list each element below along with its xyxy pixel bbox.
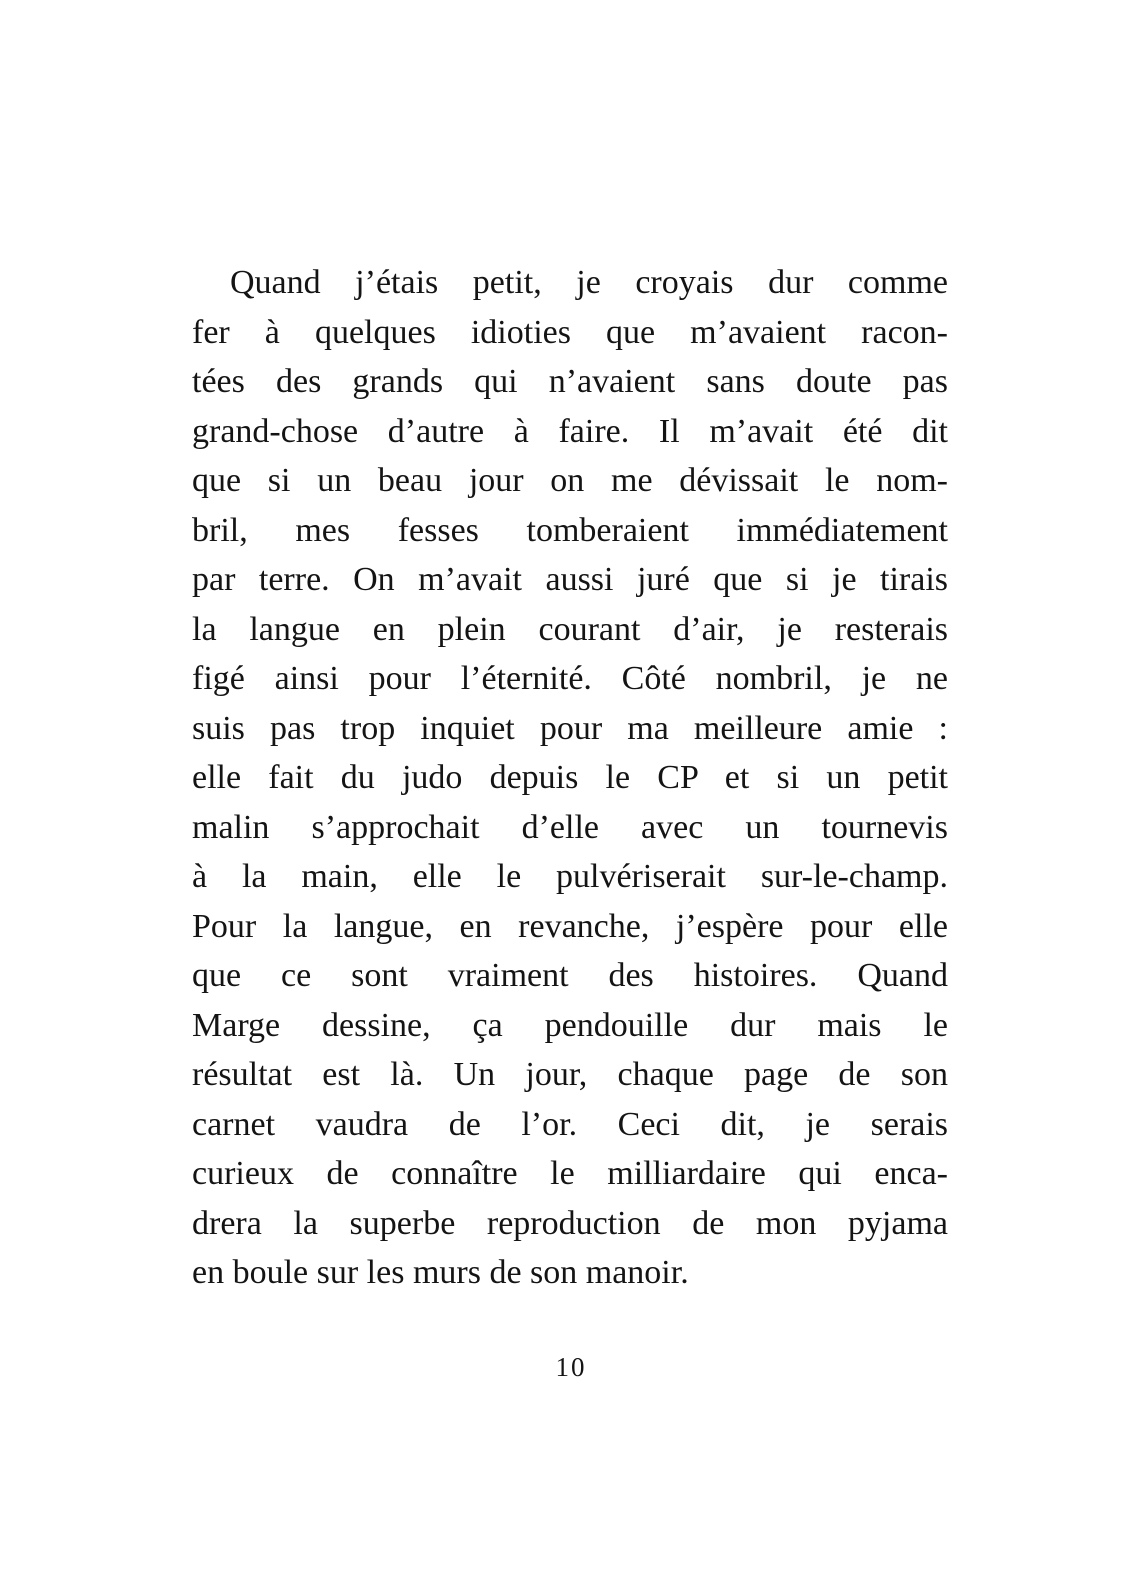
paragraph-line: Pour la langue, en revanche, j’espère pour elle [192, 907, 948, 945]
paragraph-line: que ce sont vraiment des histoires. Quand [192, 957, 948, 994]
paragraph-line: curieux de connaître le milliardaire qui enca- [192, 1155, 948, 1192]
paragraph-line: par terre. On m’avait aussi juré que si je tirais [192, 561, 948, 598]
paragraph [192, 258, 948, 1298]
paragraph-line: suis pas trop inquiet pour ma meilleure amie : [192, 709, 948, 747]
paragraph-line: Marge dessine, ça pendouille dur mais le [192, 1006, 948, 1044]
paragraph-line: en boule sur les murs de son manoir. [192, 1254, 689, 1291]
paragraph-line: drera la superbe reproduction de mon pyjama [192, 1204, 948, 1242]
paragraph-line: résultat est là. Un jour, chaque page de son [192, 1056, 948, 1093]
paragraph-line: carnet vaudra de l’or. Ceci dit, je serais [192, 1105, 948, 1143]
paragraph-line: malin s’approchait d’elle avec un tournevis [192, 808, 948, 846]
paragraph-line: la langue en plein courant d’air, je resterais [192, 610, 948, 648]
paragraph-line: bril, mes fesses tomberaient immédiatement [192, 511, 948, 549]
paragraph-line: que si un beau jour on me dévissait le nom- [192, 462, 948, 499]
paragraph-line: figé ainsi pour l’éternité. Côté nombril, je ne [192, 660, 948, 697]
paragraph-line: grand-chose d’autre à faire. Il m’avait été dit [192, 412, 948, 450]
paragraph-line: à la main, elle le pulvériserait sur-le-champ. [192, 858, 948, 895]
paragraph-line: tées des grands qui n’avaient sans doute pas [192, 363, 948, 400]
paragraph-line: Quand j’étais petit, je croyais dur comme [230, 264, 948, 301]
paragraph-line: fer à quelques idioties que m’avaient racon- [192, 313, 948, 351]
paragraph-line: elle fait du judo depuis le CP et si un petit [192, 759, 948, 796]
page-number: 10 [555, 1352, 587, 1382]
